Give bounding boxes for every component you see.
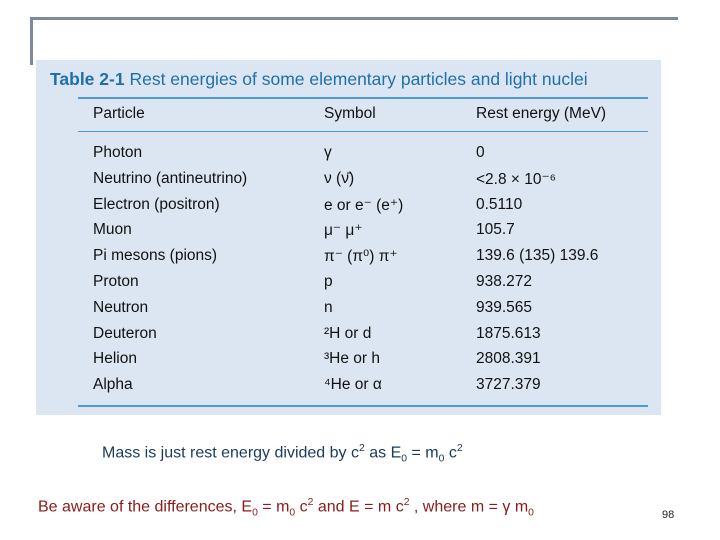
cell-symbol: π⁻ (π⁰) π⁺ [324,248,398,265]
header-rest-energy: Rest energy (MeV) [476,105,607,122]
cell-rest-energy: <2.8 × 10⁻⁶ [476,171,557,188]
header-particle: Particle [93,105,145,122]
note-text: , where m = γ m [409,498,529,516]
cell-symbol: γ [324,144,332,161]
table-bottom-rule [78,405,648,407]
difference-note [38,497,534,519]
note-sub: 0 [252,507,258,519]
cell-particle: Proton [93,273,139,290]
table-title-text: Rest energies of some elementary particles and light nuclei [129,69,588,89]
cell-particle: Muon [93,221,132,238]
caption-text: c [444,444,457,462]
slide-frame-left-rule [30,17,33,65]
cell-rest-energy: 939.565 [476,299,533,316]
caption-text: = m [407,444,439,462]
cell-particle: Neutrino (antineutrino) [93,170,248,187]
cell-rest-energy: 2808.391 [476,350,541,367]
caption-sup: 2 [359,443,365,454]
table-title [50,69,588,90]
cell-symbol: ³He or h [324,350,380,367]
cell-particle: Deuteron [93,325,157,342]
caption-sup: 2 [456,443,463,454]
note-sub: 0 [528,507,534,519]
note-text: = m [257,498,290,516]
note-text: Be aware of the differences, E [38,498,253,516]
table-top-rule [78,97,648,99]
cell-particle: Pi mesons (pions) [93,247,218,264]
cell-symbol: μ⁻ μ⁺ [324,222,363,239]
note-sub: 0 [289,507,296,519]
cell-particle: Alpha [93,376,133,393]
cell-symbol: ν (ν̄) [324,170,355,187]
cell-rest-energy: 139.6 (135) 139.6 [476,247,599,264]
table-number: Table 2-1 [50,69,125,89]
cell-symbol: e or e⁻ (e⁺) [324,197,404,214]
cell-rest-energy: 0 [476,144,485,161]
caption-text: Mass is just rest energy divided by c [102,444,359,462]
note-text: and E = m c [313,498,404,516]
cell-particle: Electron (positron) [93,196,220,213]
cell-symbol: p [324,273,333,290]
cell-rest-energy: 3727.379 [476,376,541,393]
cell-rest-energy: 1875.613 [476,325,541,342]
note-sup: 2 [307,497,314,508]
cell-symbol: ⁴He or α [324,376,382,393]
cell-rest-energy: 0.5110 [476,196,523,213]
table-header-rule [78,131,648,132]
caption-text: as E [364,444,402,462]
mass-energy-caption [102,443,463,465]
cell-symbol: ²H or d [324,325,372,342]
caption-sub: 0 [401,453,408,465]
note-sup: 2 [403,497,410,508]
caption-sub: 0 [438,453,445,465]
cell-particle: Photon [93,144,143,161]
cell-rest-energy: 105.7 [476,221,515,238]
header-symbol: Symbol [324,105,376,122]
cell-particle: Helion [93,350,137,367]
slide-frame-top-rule [30,17,678,20]
cell-symbol: n [324,299,333,316]
cell-particle: Neutron [93,299,149,316]
note-text: c [295,498,308,516]
page-number: 98 [662,509,675,521]
cell-rest-energy: 938.272 [476,273,533,290]
